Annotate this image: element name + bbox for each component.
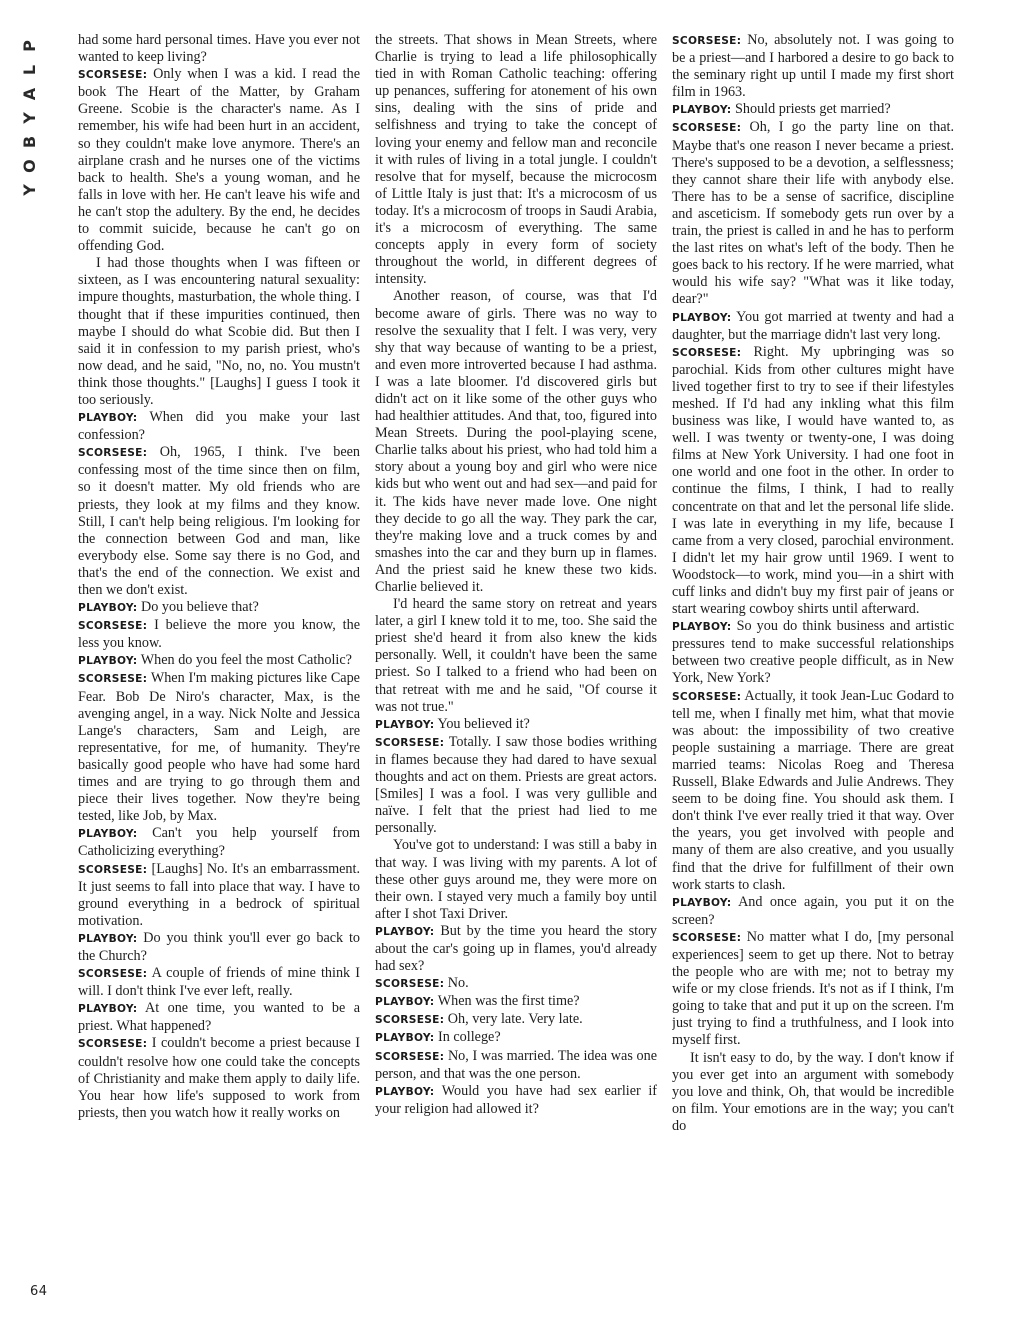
masthead-letter: O	[20, 159, 39, 173]
paragraph-text: You believed it?	[437, 715, 530, 732]
paragraph-text: A couple of friends of mine think I will. I don't think I've ever left, really.	[78, 965, 360, 1000]
text-column-2	[375, 32, 657, 1302]
masthead-letter: P	[20, 40, 39, 52]
speaker-label-playboy: PLAYBOY:	[78, 828, 138, 841]
paragraph-text: I couldn't become a priest because I couldn't resolve how one could take the concepts of Christianity and make them apply to daily life. You hear how life's supposed to work from priests, then you watch how it really works on	[78, 1035, 360, 1121]
paragraph-text: No, absolutely not. I was going to be a priest—and I harbored a desire to go back to the seminary right up until I made my first short film in 1963.	[672, 32, 954, 101]
paragraph-text: I had those thoughts when I was fifteen or sixteen, as I was encountering natural sexuality: impure thoughts, masturbation, the whole thing. I thought that if these impurities continued, then maybe I should do what Scobie did. But then I said it in confession to my parish priest, who's now dead, and he said, "No, no, no. You mustn't think those thoughts." [Laughs] I guess I took it too seriously.	[78, 255, 360, 408]
text-column-3	[672, 32, 954, 1302]
speaker-label-scorsese: SCORSESE:	[78, 863, 148, 876]
interview-exchange	[375, 993, 657, 1011]
interview-exchange	[78, 409, 360, 444]
interview-exchange	[78, 825, 360, 860]
masthead-letter: Y	[20, 184, 39, 196]
interview-exchange	[78, 1035, 360, 1121]
paragraph-text: You've got to understand: I was still a baby in that way. I was living with my parents. A lot of these other guys around me, they were more on their own. I stayed very much a family boy until after I shot Taxi Driver.	[375, 837, 657, 922]
interview-exchange	[375, 1011, 657, 1029]
masthead-letter: B	[20, 135, 39, 149]
interview-exchange	[375, 716, 657, 734]
body-paragraph	[672, 1050, 954, 1135]
speaker-label-scorsese: SCORSESE:	[375, 1014, 445, 1027]
speaker-label-scorsese: SCORSESE:	[672, 690, 742, 703]
speaker-label-scorsese: SCORSESE:	[672, 35, 742, 47]
body-paragraph	[78, 255, 360, 409]
paragraph-text: But by the time you heard the story about the car's going up in flames, you'd already had sex?	[375, 922, 657, 975]
speaker-label-scorsese: SCORSESE:	[672, 122, 742, 135]
paragraph-text: When I'm making pictures like Cape Fear. Bob De Niro's character, Max, is the avenging angel, in a way. Nick Nolte and Jessica Lange's characters, Sam and Leigh, are representative, for me, of humanity. They're basically good people who have had some hard times and are trying to go through them and piece their lives together. Now they're being tested, like Job, by Max.	[78, 670, 360, 825]
interview-exchange	[78, 1000, 360, 1035]
body-paragraph	[375, 288, 657, 596]
paragraph-text: In college?	[438, 1029, 501, 1046]
paragraph-text: Oh, very late. Very late.	[447, 1011, 583, 1028]
paragraph-text: Can't you help yourself from Catholicizing everything?	[78, 825, 360, 860]
interview-exchange	[672, 344, 954, 619]
speaker-label-playboy: PLAYBOY:	[375, 996, 435, 1009]
speaker-label-scorsese: SCORSESE:	[672, 931, 742, 944]
speaker-label-playboy: PLAYBOY:	[375, 1032, 435, 1045]
interview-exchange	[672, 309, 954, 344]
paragraph-text: Oh, I go the party line on that. Maybe that's one reason I never became a priest. There's supposed to be a devotion, a selflessness; they cannot share their life with anybody else. There has to be a sense of sacrifice, discipline and asceticism. If somebody gets run over by a train, the priest is called in and he has to perform the last rites on what's left of the body. Then he goes back to his rectory. If he were married, what would his wife say? "What was it like today, dear?"	[672, 119, 954, 308]
paragraph-text: When did you make your last confession?	[78, 409, 360, 444]
speaker-label-playboy: PLAYBOY:	[78, 602, 138, 615]
interview-exchange	[672, 101, 954, 119]
paragraph-text: Totally. I saw those bodies writhing in flames because they had dared to have sexual thoughts and act on them. Priests are great actors. [Smiles] I was a fool. I was very gullible and naïve. I felt that the priest had lied to me personally.	[375, 733, 657, 837]
text-column-1	[78, 32, 360, 1302]
speaker-label-playboy: PLAYBOY:	[78, 412, 138, 425]
speaker-label-scorsese: SCORSESE:	[375, 1050, 445, 1063]
speaker-label-playboy: PLAYBOY:	[672, 621, 732, 634]
paragraph-text: Only when I was a kid. I read the book The Heart of the Matter, by Graham Greene. Scobie is the character's name. As I remember, his wife had been hurt in an accident, so they couldn't make love anymore. There's an airplane crash and he nurses one of the victims back to health. She's a young woman, and he falls in love with her. He can't leave his wife and he can't stop the adultery. By the end, he decides to commit suicide, because he can't go on offending God.	[78, 66, 360, 255]
paragraph-text: Right. My upbringing was so parochial. Kids from other cultures might have lived together first to try to see if their lifestyles meshed. If I'd had any inkling what this film business was like, I would have wanted to, as well. I was twenty or twenty-one, I was doing films at New York University. I had one foot in one world and one foot in the other. In order to continue the films, I think, I had to really concentrate on that and let the personal life slide. I was late in everything in my life, because I came from a very closed, parochial environment. I didn't let my hair grow until 1969. I went to Woodstock—to work, mind you—in a shirt with cuff links and didn't buy my first pair of jeans or start wearing cowboy shirts until afterward.	[672, 343, 954, 618]
speaker-label-playboy: PLAYBOY:	[672, 104, 732, 117]
interview-exchange	[78, 965, 360, 1000]
paragraph-text: No.	[447, 975, 469, 992]
speaker-label-scorsese: SCORSESE:	[78, 447, 148, 460]
speaker-label-scorsese: SCORSESE:	[78, 1038, 148, 1051]
paragraph-text: You got married at twenty and had a daughter, but the marriage didn't last very long.	[672, 308, 954, 343]
speaker-label-playboy: PLAYBOY:	[375, 718, 435, 731]
paragraph-text: Another reason, of course, was that I'd become aware of girls. There was no way to resolve the sexuality that I felt. I was very, very shy that way because of wanting to be a priest, and even more introverted because I had asthma. I was a late bloomer. I'd discovered girls but didn't act on it like some of the other guys who had healthier attitudes. And that, too, figured into Mean Streets. During the pool-playing scene, Charlie talks about his priest, who had told him a story about a young boy and girl who were nice kids but who went out and had sex—and paid for it. The kids have never made love. One night they decide to go all the way. They park the car, they're making love and a truck comes by and smashes into the car and they burn up in flames. And the priest said he knew these two kids. Charlie believed it.	[375, 288, 657, 595]
speaker-label-scorsese: SCORSESE:	[672, 346, 742, 359]
paragraph-text: the streets. That shows in Mean Streets, where Charlie is trying to lead a life philosophically tied in with Roman Catholic teaching: offering up penances, suffering for atonement of his own sins, dealing with the sins of pride and selfishness and trying to take the concept of loving your enemy and fellow man and reconcile it with rules of living in a total jungle. I couldn't resolve that for myself, because the microcosm of Little Italy is just that: It's a microcosm of us today. It's a microcosm of troops in Saudi Arabia, it's a microcosm of everything. The same concepts apply in every form of society throughout the world, in different degrees of intensity.	[375, 32, 657, 288]
speaker-label-playboy: PLAYBOY:	[78, 932, 138, 945]
masthead-vertical	[22, 34, 52, 202]
paragraph-text: I believe the more you know, the less you know.	[78, 617, 360, 652]
paragraph-text: Should priests get married?	[735, 101, 891, 118]
speaker-label-playboy: PLAYBOY:	[375, 925, 435, 938]
body-paragraph	[375, 596, 657, 716]
interview-exchange	[375, 734, 657, 838]
interview-exchange	[78, 861, 360, 930]
speaker-label-playboy: PLAYBOY:	[78, 655, 138, 668]
interview-exchange	[375, 1048, 657, 1083]
interview-exchange	[672, 688, 954, 894]
interview-exchange	[672, 618, 954, 687]
speaker-label-scorsese: SCORSESE:	[78, 968, 148, 981]
paragraph-text: So you do think business and artistic pressures tend to make successful relationships between two creative people difficult, as in New York, New York?	[672, 618, 954, 687]
body-paragraph	[78, 32, 360, 66]
interview-exchange	[375, 975, 657, 993]
paragraph-text: [Laughs] No. It's an embarrassment. It just seems to fall into place that way. I have to ground everything in a bedrock of spiritual motivation.	[78, 860, 360, 929]
interview-exchange	[78, 670, 360, 825]
interview-exchange	[375, 1083, 657, 1118]
paragraph-text: Actually, it took Jean-Luc Godard to tell me, when I finally met him, what that movie was about: the impossibility of two creative people sustaining a marriage. There are great married teams: Nicolas Roeg and Theresa Russell, Blake Edwards and Julie Andrews. They seem to be doing fine. You should ask them. I don't think I've ever really tried it that way. Over the years, you get involved with people and many of them are also creative, and you usually find that the drive for fulfillment of their own work starts to clash.	[672, 687, 954, 893]
paragraph-text: When was the first time?	[437, 993, 580, 1010]
paragraph-text: Would you have had sex earlier if your religion had allowed it?	[375, 1082, 657, 1117]
speaker-label-scorsese: SCORSESE:	[78, 69, 148, 82]
paragraph-text: Oh, 1965, I think. I've been confessing most of the time since then on film, so it doesn't matter. My old friends who are priests, they look at my films and they know. Still, I can't help being religious. I'm looking for the connection between God and man, like everybody else. Some say there is no God, and that's the end of the connection. We exist and then we don't exist.	[78, 444, 360, 598]
speaker-label-scorsese: SCORSESE:	[375, 978, 445, 991]
interview-exchange	[672, 32, 954, 101]
body-paragraph	[375, 32, 657, 288]
interview-exchange	[375, 923, 657, 975]
speaker-label-scorsese: SCORSESE:	[375, 736, 445, 749]
speaker-label-playboy: PLAYBOY:	[375, 1085, 435, 1098]
paragraph-text: Do you think you'll ever go back to the Church?	[78, 929, 360, 964]
interview-exchange	[78, 444, 360, 599]
speaker-label-playboy: PLAYBOY:	[672, 896, 732, 909]
interview-exchange	[78, 617, 360, 652]
paragraph-text: had some hard personal times. Have you ever not wanted to keep living?	[78, 32, 360, 66]
paragraph-text: At one time, you wanted to be a priest. What happened?	[78, 1000, 360, 1035]
paragraph-text: It isn't easy to do, by the way. I don't know if you ever get into an argument with somebody you love and think, Oh, that would be incredible on film. Your emotions are in the way; you can't do	[672, 1049, 954, 1134]
interview-exchange	[672, 894, 954, 929]
paragraph-text: Do you believe that?	[141, 599, 259, 616]
page-number: 64	[30, 1284, 48, 1299]
body-paragraph	[375, 837, 657, 922]
speaker-label-playboy: PLAYBOY:	[672, 311, 732, 324]
masthead-letter: Y	[20, 112, 39, 124]
paragraph-text: No matter what I do, [my personal experiences] seem to get up there. Not to betray the people who are with me; not to betray my wife or my close friends. It's not as if I think, I'm going to take that and put it up on the screen. I'm just trying to find a truthfulness, and I look into myself first.	[672, 928, 954, 1049]
masthead-letter: L	[20, 64, 39, 76]
speaker-label-scorsese: SCORSESE:	[78, 620, 148, 633]
interview-exchange	[78, 930, 360, 965]
paragraph-text: And once again, you put it on the screen?	[672, 893, 954, 928]
paragraph-text: When do you feel the most Catholic?	[140, 652, 352, 669]
interview-exchange	[672, 929, 954, 1050]
interview-exchange	[375, 1029, 657, 1047]
interview-exchange	[78, 66, 360, 255]
paragraph-text: No, I was married. The idea was one person, and that was the one person.	[375, 1047, 657, 1082]
speaker-label-scorsese: SCORSESE:	[78, 673, 148, 686]
interview-exchange	[78, 652, 360, 670]
speaker-label-playboy: PLAYBOY:	[78, 1003, 138, 1016]
paragraph-text: I'd heard the same story on retreat and years later, a girl I knew told it to me, too. She said the priest she'd heard it from also knew the kids personally. Well, it couldn't have been the same priest. So I talked to a friend who had been on that retreat with me and he said, "Of course it was not true."	[375, 596, 657, 715]
masthead-letter: A	[20, 87, 39, 101]
interview-exchange	[672, 119, 954, 308]
interview-exchange	[78, 599, 360, 617]
